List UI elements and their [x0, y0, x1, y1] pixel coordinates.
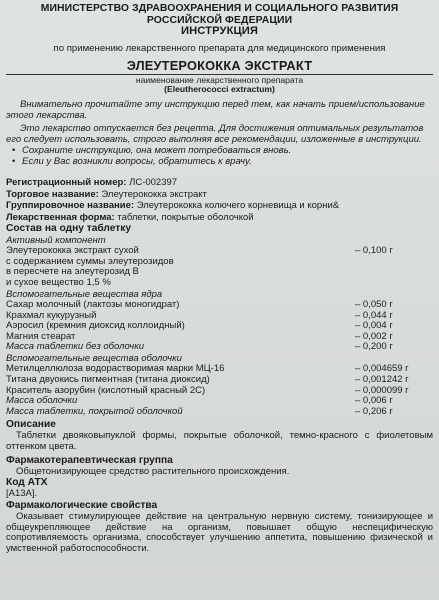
atc-title: Код АТХ: [6, 477, 48, 489]
drug-name: ЭЛЕУТЕРОКОККА ЭКСТРАКТ: [126, 57, 313, 73]
total-mass-row: [6, 407, 433, 418]
group-name-label: Группировочное название:: [6, 200, 135, 212]
total-mass-name: Масса таблетки, покрытой оболочкой: [6, 405, 183, 417]
description-text: Таблетки двояковыпуклой формы, покрытые оболочкой, темно-красного с фиолетовым оттенком цвета.: [6, 430, 433, 452]
active-component-detail: с содержанием суммы элеутерозидов: [6, 255, 174, 267]
group-name: [6, 200, 433, 211]
excipient-value: – 0,001242 г: [355, 373, 409, 385]
active-component-detail: и сухое вещество 1,5 %: [6, 276, 111, 288]
registration-label: Регистрационный номер:: [6, 177, 127, 189]
atc-code: [A13A].: [6, 488, 38, 500]
excipient-name: Метилцеллюлоза водорастворимая марки МЦ-16: [6, 363, 225, 375]
note-read-carefully: Внимательно прочитайте эту инструкцию перед тем, как начать прием/использование этого лекарства.: [6, 98, 425, 121]
excipient-value: – 0,004659 г: [355, 363, 409, 375]
excipient-name: Крахмал кукурузный: [6, 309, 97, 321]
core-mass-name: Масса таблетки без оболочки: [6, 341, 144, 353]
document-type: ИНСТРУКЦИЯ: [180, 25, 259, 38]
excipient-value: – 0,002 г: [355, 330, 393, 342]
core-mass-value: – 0,200 г: [355, 341, 393, 353]
document-subtitle: по применению лекарственного препарата для медицинского применения: [53, 42, 386, 54]
shell-mass-value: – 0,006 г: [355, 395, 393, 407]
note-bullet-doctor: • Если у Вас возникли вопросы, обратитесь к врачу.: [6, 156, 433, 167]
group-name-value: Элеутерококка колючего корневища и корни&: [136, 200, 340, 212]
inn-label: наименование лекарственного препарата: [135, 74, 304, 85]
registration-value: ЛС-002397: [129, 177, 178, 189]
excipient-value: – 0,050 г: [355, 298, 393, 310]
excipient-name: Сахар молочный (лактозы моногидрат): [6, 298, 180, 310]
registration-number: [6, 177, 433, 188]
excipient-name: Краситель азорубин (кислотный красный 2С): [6, 384, 206, 396]
dosage-form: [6, 212, 433, 223]
note-bullet-keep: • Сохраните инструкцию, она может потребоваться вновь.: [6, 145, 433, 156]
trade-name-label: Торговое название:: [6, 188, 99, 200]
ministry-line-2: РОССИЙСКОЙ ФЕДЕРАЦИИ: [146, 14, 293, 26]
inn-latin: (Eleutherococci extractum): [164, 84, 275, 95]
trade-name: [6, 189, 433, 200]
composition-title: Состав на одну таблетку: [6, 223, 132, 234]
active-component-value: – 0,100 г: [355, 245, 393, 257]
active-component-name: Элеутерококка экстракт сухой: [6, 245, 139, 257]
excipient-row: [6, 375, 433, 386]
dosage-form-value: таблетки, покрытые оболочкой: [117, 211, 254, 223]
core-mass-row: [6, 342, 433, 353]
excipient-value: – 0,044 г: [355, 309, 393, 321]
dosage-form-label: Лекарственная форма:: [6, 211, 115, 223]
properties-text: Оказывает стимулирующее действие на центральную нервную систему, тонизирующее и общеукрепляющее действие на организм, повышает общую неспецифическую сопротивляемость организма, способствует улучшению аппетита, повышению физической и умственной работоспособности.: [6, 510, 433, 555]
excipient-name: Аэросил (кремния диоксид коллоидный): [6, 320, 185, 332]
trade-name-value: Элеутерококка экстракт: [101, 188, 207, 200]
ministry-line-1: МИНИСТЕРСТВО ЗДРАВООХРАНЕНИЯ И СОЦИАЛЬНОГО РАЗВИТИЯ: [40, 3, 399, 14]
shell-excipients-header: Вспомогательные вещества оболочки: [6, 352, 182, 364]
active-component-detail: в пересчете на элеутерозид В: [6, 266, 139, 278]
active-component-header: Активный компонент: [6, 234, 106, 246]
excipient-name: Магния стеарат: [6, 330, 76, 342]
excipient-value: – 0,004 г: [355, 320, 393, 332]
core-excipients-header: Вспомогательные вещества ядра: [6, 288, 163, 300]
pharm-group-text: Общетонизирующее средство растительного происхождения.: [16, 465, 290, 477]
excipient-value: – 0,000099 г: [355, 384, 409, 396]
total-mass-value: – 0,206 г: [355, 405, 393, 417]
excipient-name: Титана двуокись пигментная (титана диоксид): [6, 373, 210, 385]
excipient-row: [6, 300, 433, 311]
pharm-group-title: Фармакотерапевтическая группа: [6, 454, 173, 466]
shell-mass-name: Масса оболочки: [6, 395, 78, 407]
active-component-line: [6, 278, 433, 289]
note-otc: Это лекарство отпускается без рецепта. Для достижения оптимальных результатов его следует использовать, строго выполняя все рекомендации, изложенные в инструкции.: [6, 122, 424, 145]
description-title: Описание: [6, 419, 56, 431]
properties-title: Фармакологические свойства: [6, 499, 158, 511]
spacer: [6, 167, 433, 177]
